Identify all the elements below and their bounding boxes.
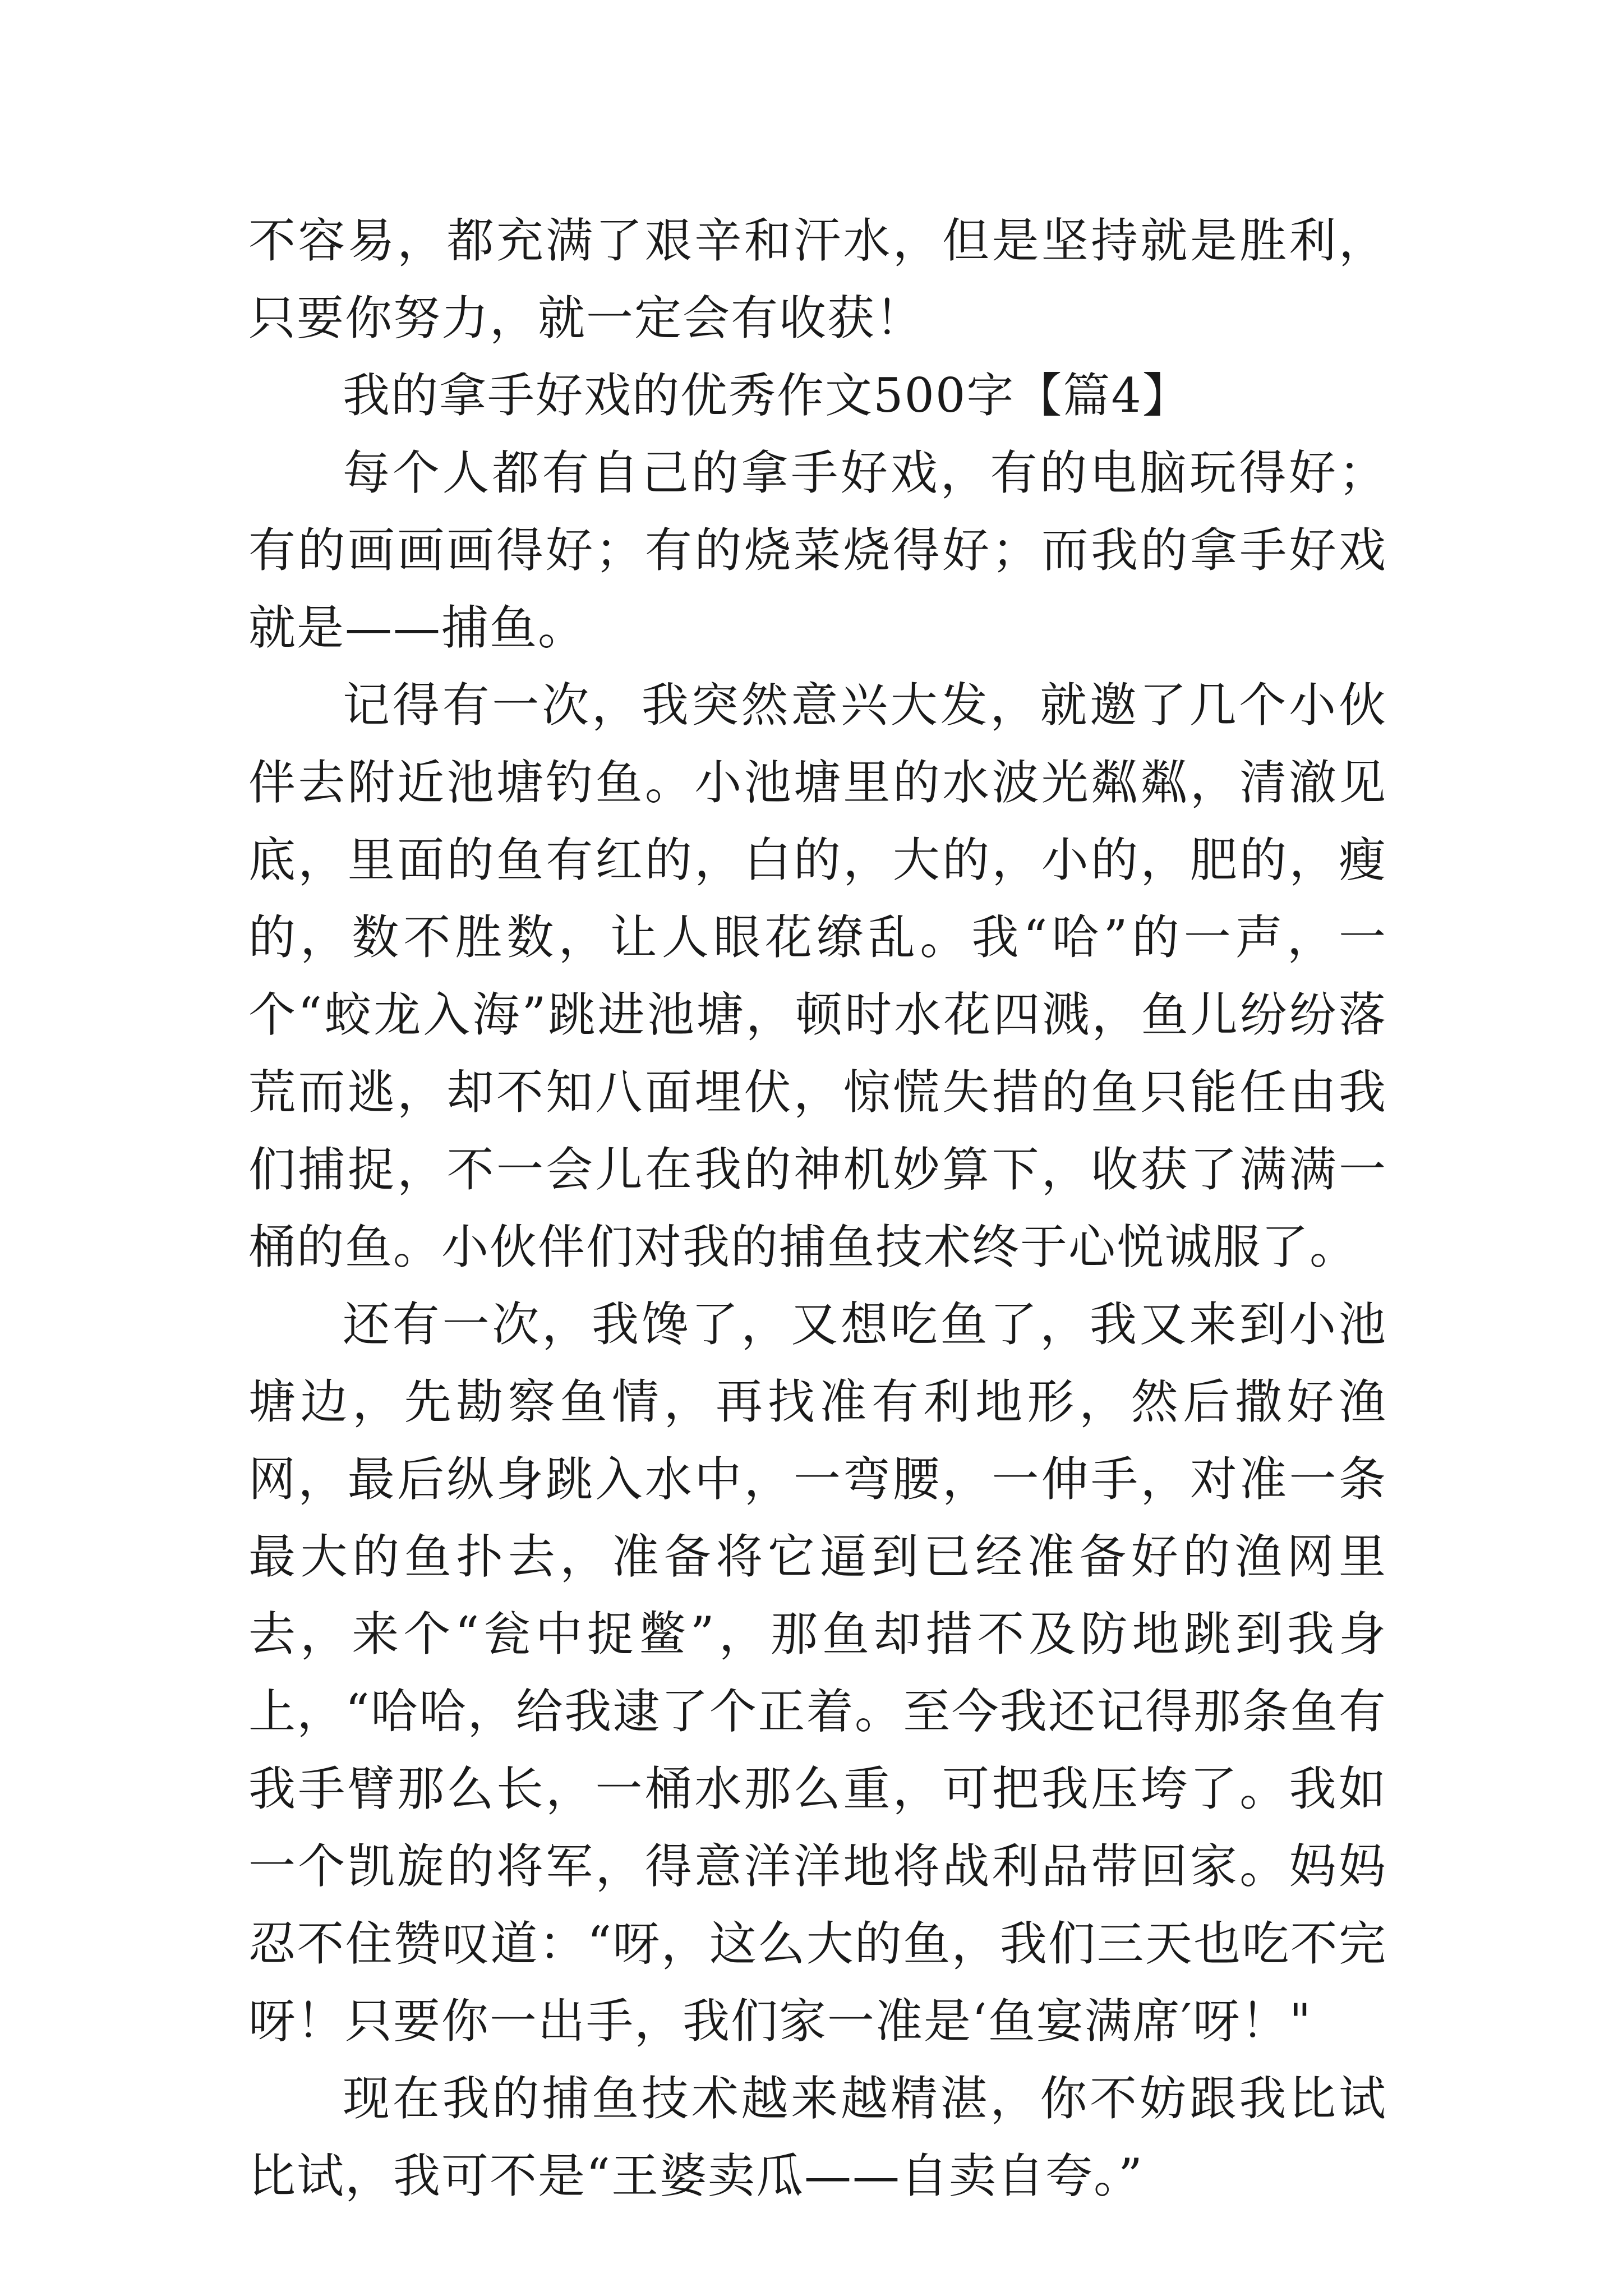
document-body xyxy=(248,202,1387,2215)
paragraph-continuation: 不容易，都充满了艰辛和汗水，但是坚持就是胜利，只要你努力，就一定会有收获！ xyxy=(248,213,1387,346)
paragraph-first-story: 记得有一次，我突然意兴大发，就邀了几个小伙伴去附近池塘钓鱼。小池塘里的水波光粼粼，清澈见底，里面的鱼有红的，白的，大的，小的，肥的，瘦的，数不胜数，让人眼花缭乱。我“哈”的一声，一个“蛟龙入海”跳进池塘，顿时水花四溅，鱼儿纷纷落荒而逃，却不知八面埋伏，惊慌失措的鱼只能任由我们捕捉，不一会儿在我的神机妙算下，收获了满满一桶的鱼。小伙伴们对我的捕鱼技术终于心悦诚服了。 xyxy=(248,678,1387,1274)
section-heading: 我的拿手好戏的优秀作文500字【篇4】 xyxy=(343,368,1191,423)
paragraph-conclusion: 现在我的捕鱼技术越来越精湛，你不妨跟我比试比试，我可不是“王婆卖瓜——自卖自夸。” xyxy=(248,2071,1387,2203)
paragraph-second-story: 还有一次，我馋了，又想吃鱼了，我又来到小池塘边，先勘察鱼情，再找准有利地形，然后撒好渔网，最后纵身跳入水中，一弯腰，一伸手，对准一条最大的鱼扑去，准备将它逼到已经准备好的渔网里去，来个“瓮中捉鳖”，那鱼却措不及防地跳到我身上，“哈哈，给我逮了个正着。至今我还记得那条鱼有我手臂那么长，一桶水那么重，可把我压垮了。我如一个凯旋的将军，得意洋洋地将战利品带回家。妈妈忍不住赞叹道：“呀，这么大的鱼，我们三天也吃不完呀！只要你一出手，我们家一准是‘鱼宴满席′呀！" xyxy=(248,1297,1387,2049)
paragraph-intro: 每个人都有自己的拿手好戏，有的电脑玩得好；有的画画画得好；有的烧菜烧得好；而我的拿手好戏就是——捕鱼。 xyxy=(248,445,1387,655)
